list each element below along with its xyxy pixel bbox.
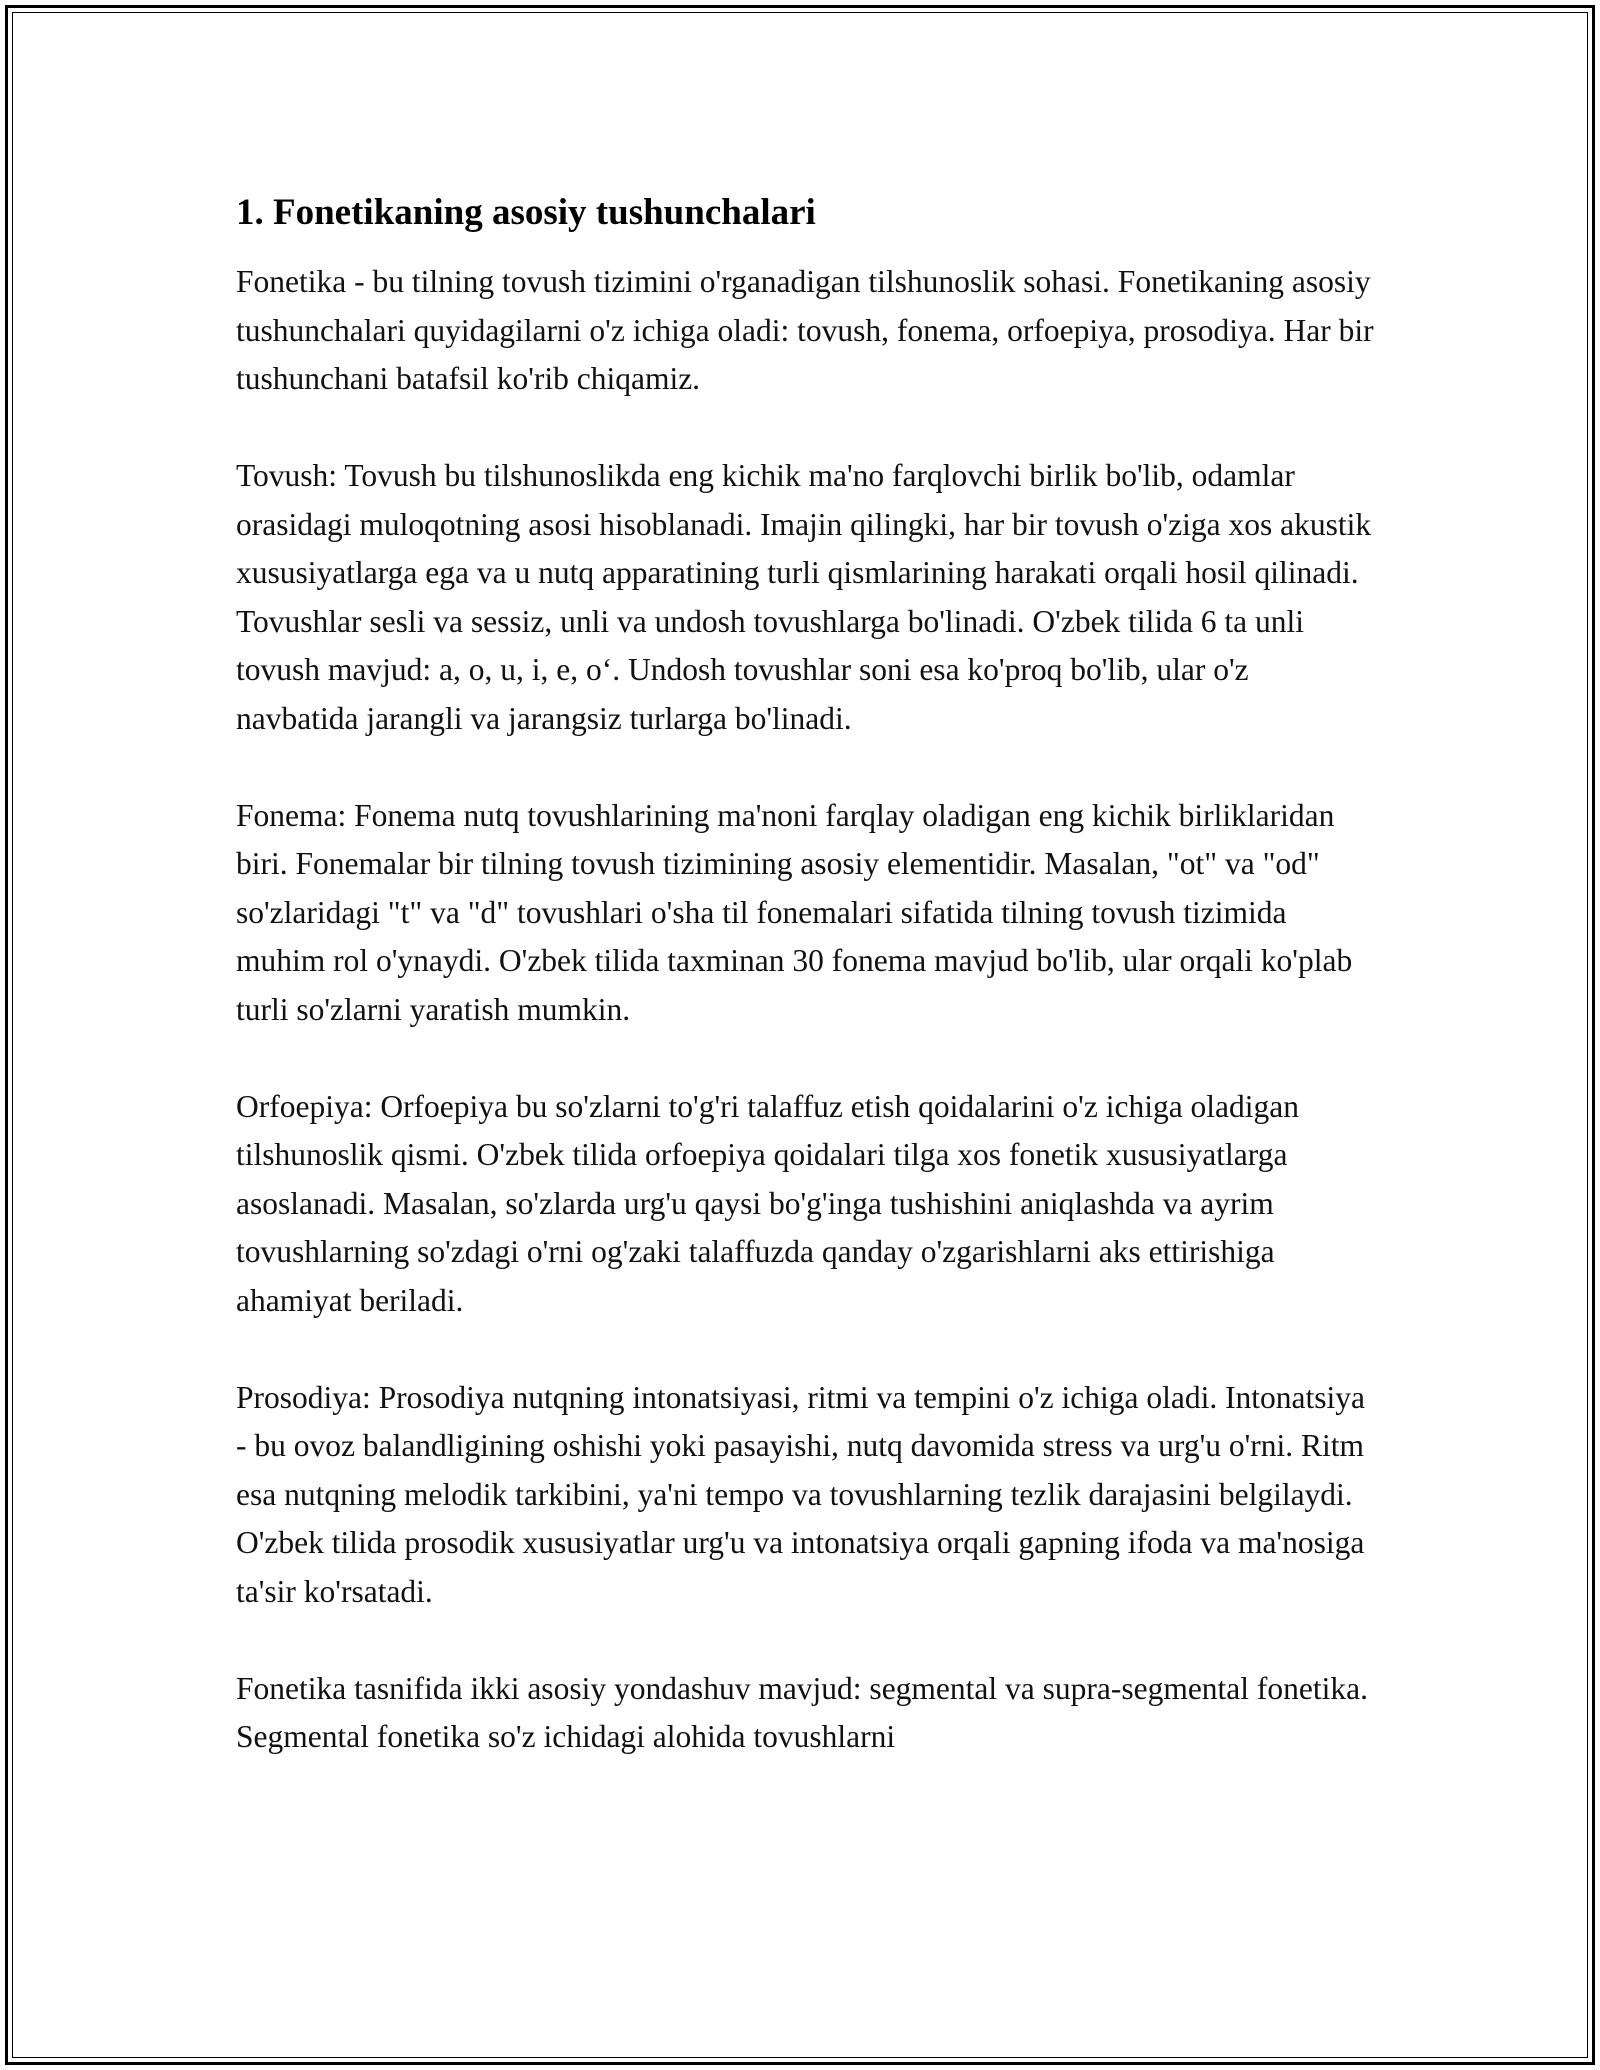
paragraph-orfoepiya: Orfoepiya: Orfoepiya bu so'zlarni to'g'ri talaffuz etish qoidalarini o'z ichiga oladigan tilshunoslik qismi. O'zbek tilida orfoepiya qoidalari tilga xos fonetik xususiyatlarga asoslanadi. Masalan, so'zlarda urg'u qaysi bo'g'inga tushishini aniqlashda va ayrim tovushlarning so'zdagi o'rni og'zaki talaffuzda qanday o'zgarishlarni aks ettirishiga ahamiyat beriladi. <box>236 1088 1300 1318</box>
paragraph-prosodiya: Prosodiya: Prosodiya nutqning intonatsiyasi, ritmi va tempini o'z ichiga oladi. Intonatsiya - bu ovoz balandligining oshishi yoki pasayishi, nutq davomida stress va urg'u o'rni. Ritm esa nutqning melodik tarkibini, ya'ni tempo va tovushlarning tezlik darajasini belgilaydi. O'zbek tilida prosodik xususiyatlar urg'u va intonatsiya orqali gapning ifoda va ma'nosiga ta'sir ko'rsatadi. <box>236 1379 1366 1609</box>
document-body <box>236 188 1376 1810</box>
paragraph-intro: Fonetika - bu tilning tovush tizimini o'rganadigan tilshunoslik sohasi. Fonetikaning asosiy tushunchalari quyidagilarni o'z ichiga oladi: tovush, fonema, orfoepiya, prosodiya. Har bir tushunchani batafsil ko'rib chiqamiz. <box>236 264 1374 396</box>
paragraph-fonetika-tasnifi: Fonetika tasnifida ikki asosiy yondashuv mavjud: segmental va supra-segmental fonetika. Segmental fonetika so'z ichidagi alohida tovushlarni <box>236 1670 1369 1754</box>
section-heading: 1. Fonetikaning asosiy tushunchalari <box>236 192 816 233</box>
paragraph-fonema: Fonema: Fonema nutq tovushlarining ma'noni farqlay oladigan eng kichik birliklaridan biri. Fonemalar bir tilning tovush tizimining asosiy elementidir. Masalan, "ot" va "od" so'zlaridagi "t" va "d" tovushlari o'sha til fonemalari sifatida tilning tovush tizimida muhim rol o'ynaydi. O'zbek tilida taxminan 30 fonema mavjud bo'lib, ular orqali ko'plab turli so'zlarni yaratish mumkin. <box>236 797 1353 1027</box>
paragraph-tovush: Tovush: Tovush bu tilshunoslikda eng kichik ma'no farqlovchi birlik bo'lib, odamlar orasidagi muloqotning asosi hisoblanadi. Imajin qilingki, har bir tovush o'ziga xos akustik xususiyatlarga ega va u nutq apparatining turli qismlarining harakati orqali hosil qilinadi. Tovushlar sesli va sessiz, unli va undosh tovushlarga bo'linadi. O'zbek tilida 6 ta unli tovush mavjud: a, o, u, i, e, o‘. Undosh tovushlar soni esa ko'proq bo'lib, ular o'z navbatida jarangli va jarangsiz turlarga bo'linadi. <box>236 458 1372 736</box>
